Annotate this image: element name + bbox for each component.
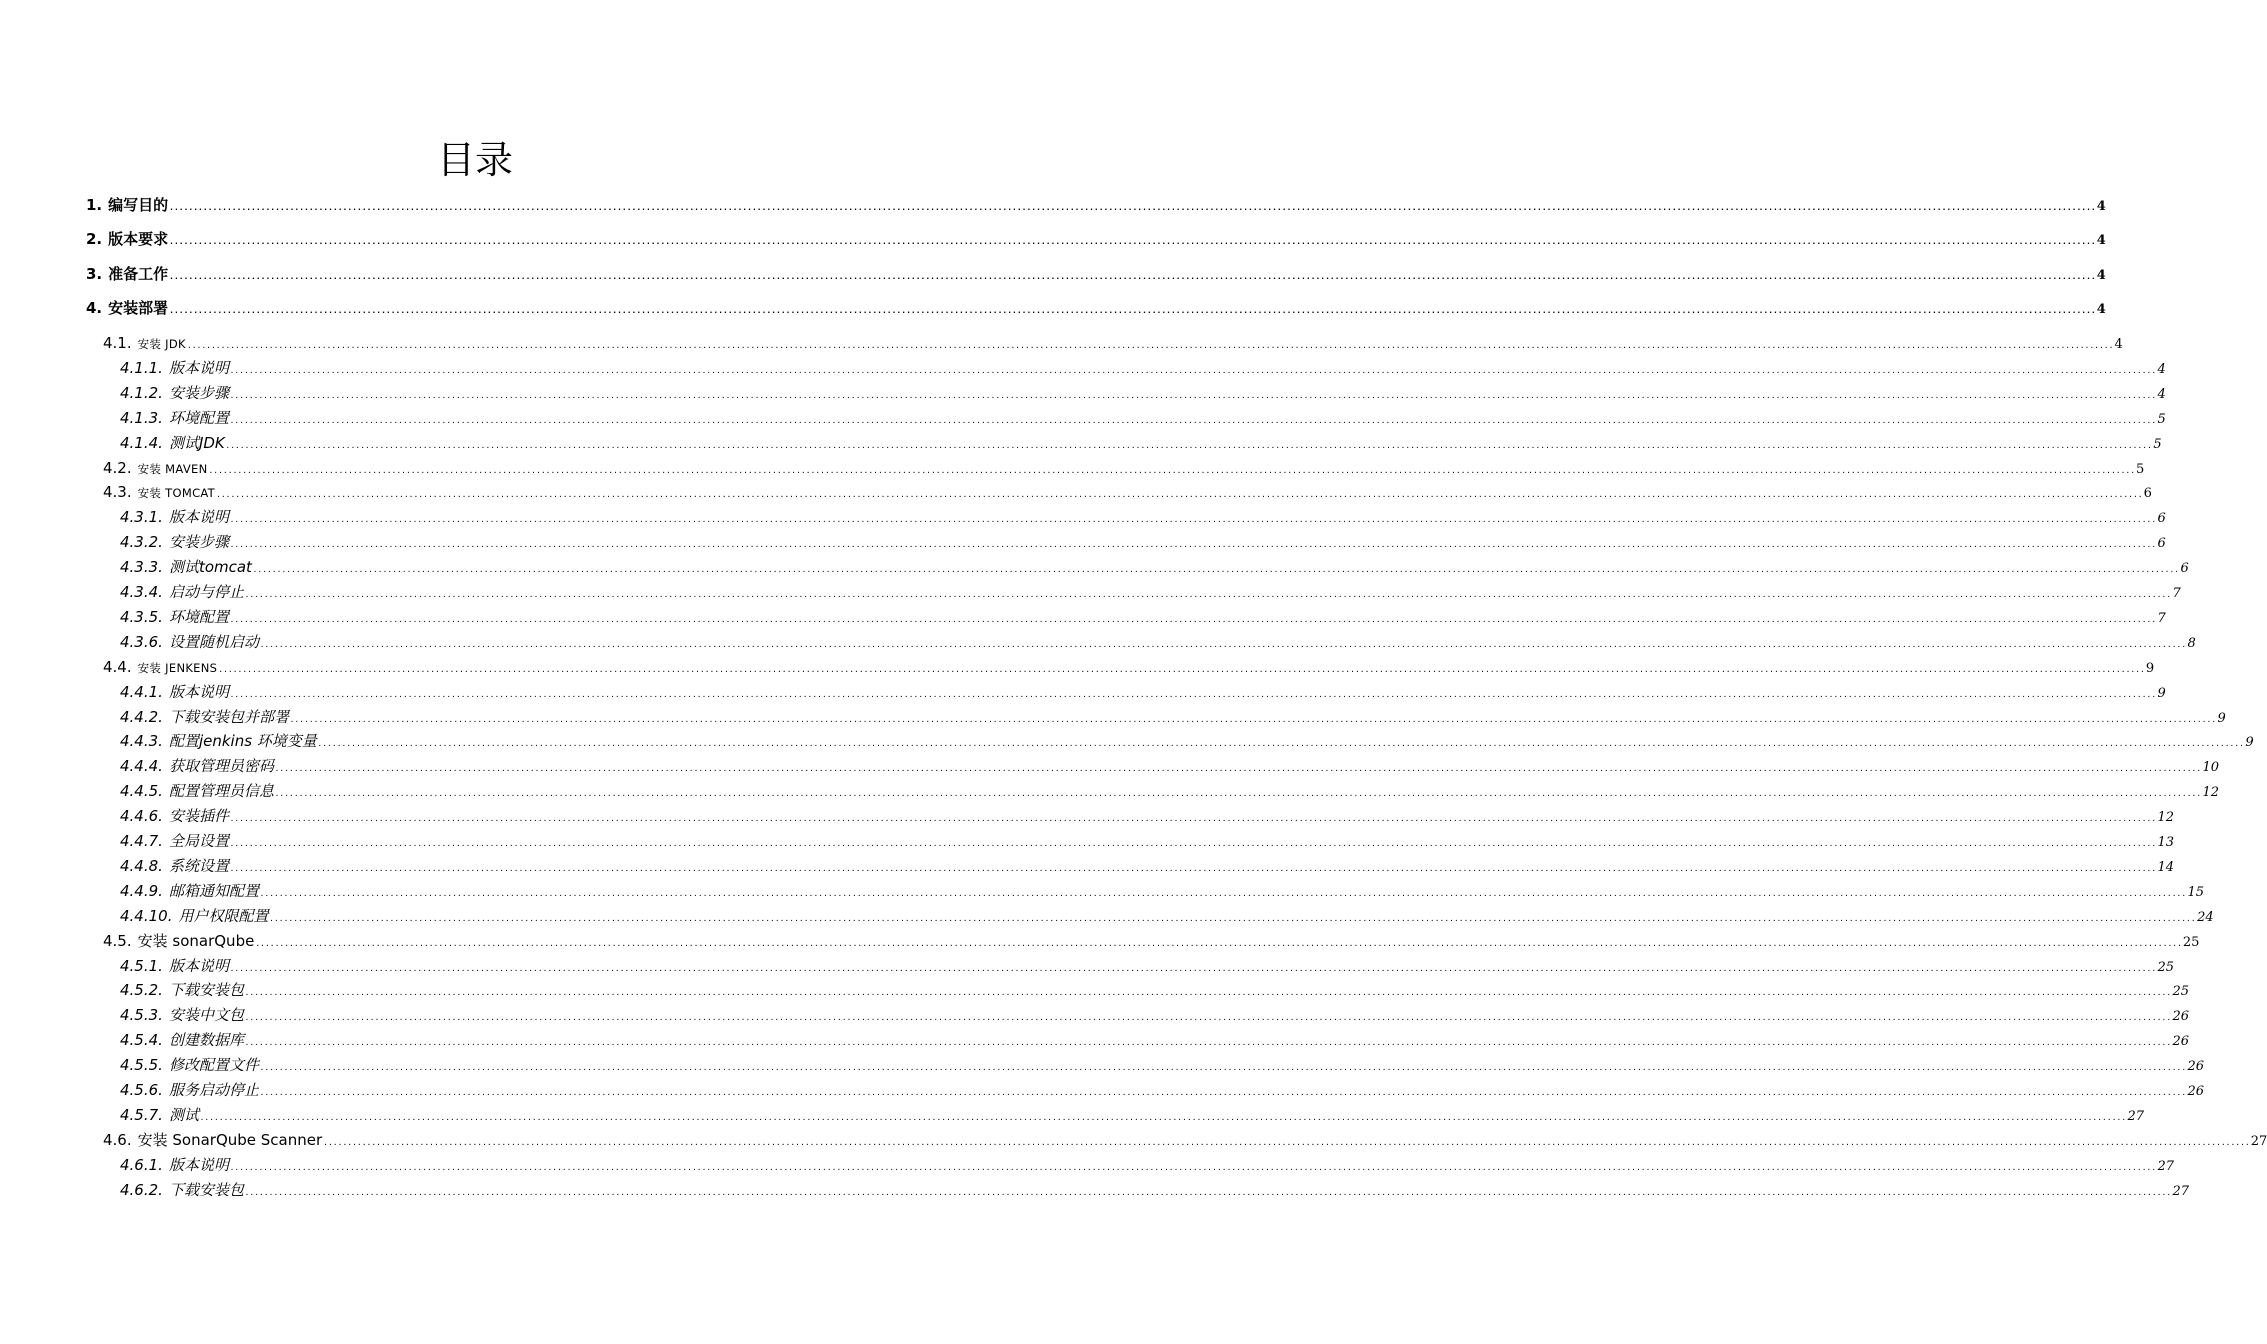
dot-leader: ................................................................................................................................................................................................................................................................................................................................................................................................................ [244,1013,2172,1023]
dot-leader: ................................................................................................................................................................................................................................................................................................................................................................................................................ [225,440,2153,450]
toc-title: 目录 [436,138,513,182]
toc-entry-4-1-1[interactable] [120,357,2166,379]
toc-entry-label: 配置管理员信息 [168,782,274,801]
dot-leader: ................................................................................................................................................................................................................................................................................................................................................................................................................ [317,739,2245,749]
toc-entry-4-4-9[interactable] [120,880,2205,902]
toc-entry-label: 全局设置 [168,832,229,850]
toc-page-number: 9 [2145,660,2155,676]
toc-entry-label: 安装 SonarQube Scanner [137,1130,323,1149]
toc-entry-number: 4.5. [103,931,132,950]
toc-entry-label: 编写目的 [108,196,169,214]
toc-entry-text [86,297,168,319]
dot-leader: ................................................................................................................................................................................................................................................................................................................................................................................................................ [259,639,2187,649]
toc-page-number: 5 [2153,436,2162,452]
toc-entry-number: 4.3.2. [120,533,163,552]
dot-leader: ................................................................................................................................................................................................................................................................................................................................................................................................................ [255,938,2182,948]
toc-entry-text [120,1054,259,1076]
toc-entry-text [120,1154,229,1176]
toc-page-number: 4 [2157,386,2166,402]
toc-entry-label: 环境配置 [168,408,229,427]
dot-leader: ................................................................................................................................................................................................................................................................................................................................................................................................................ [208,465,2136,475]
toc-page-number: 12 [2157,810,2175,826]
toc-page-number: 27 [2172,1183,2190,1199]
toc-entry-text [120,556,252,578]
toc-entry-4-4-8[interactable] [120,855,2175,877]
toc-page-number: 5 [2136,461,2145,477]
toc-entry-label: 服务启动停止 [168,1081,259,1099]
toc-entry-4-5-1[interactable] [120,955,2175,977]
toc-entry-label: 修改配置文件 [168,1056,259,1075]
toc-entry-number: 4.6. [103,1130,132,1149]
toc-entry-number: 4.5.1. [120,956,163,975]
toc-entry-label: 测试JDK [168,433,225,452]
toc-entry-label: 用户权限配置 [178,906,269,925]
toc-page-number: 25 [2157,959,2175,975]
toc-entry-text [103,656,217,679]
toc-entry-number: 4.3.5. [120,607,163,626]
toc-entry-4-3-5[interactable] [120,606,2166,628]
toc-entry-text [120,1079,259,1101]
toc-entry-number: 1. [86,196,103,214]
dot-leader: ................................................................................................................................................................................................................................................................................................................................................................................................................ [218,664,2145,674]
toc-page-number: 4 [2096,233,2106,248]
toc-entry-label: 准备工作 [108,265,169,283]
toc-entry-text [120,1004,244,1026]
toc-page-number: 4 [2114,337,2123,352]
toc-entry-4-5-2[interactable] [120,979,2190,1001]
dot-leader: ................................................................................................................................................................................................................................................................................................................................................................................................................ [229,863,2157,873]
toc-entry-text [86,263,168,285]
toc-page-number: 25 [2182,934,2200,950]
toc-entry-label: 版本说明 [168,682,229,701]
toc-entry-text [103,930,254,952]
toc-entry-number: 4.4.3. [120,732,163,751]
toc-entry-label: 版本说明 [168,956,229,975]
toc-entry-4-1[interactable] [103,332,2123,354]
toc-entry-number: 4.4.9. [120,881,163,900]
toc-entry-4-3-1[interactable] [120,506,2166,528]
toc-entry-label: 配置jenkins 环境变量 [168,732,317,751]
toc-page-number: 14 [2157,859,2175,875]
dot-leader: ................................................................................................................................................................................................................................................................................................................................................................................................................ [244,590,2172,599]
dot-leader: ................................................................................................................................................................................................................................................................................................................................................................................................................ [229,963,2157,973]
dot-leader: ................................................................................................................................................................................................................................................................................................................................................................................................................ [244,1187,2172,1197]
toc-entry-label: 版本说明 [168,508,229,527]
toc-page-number: 4 [2096,199,2106,214]
toc-entry-number: 4.1.3. [120,408,163,427]
toc-entry-number: 4. [86,299,103,317]
toc-entry-label: 测试tomcat [168,558,252,577]
toc-page-number: 24 [2197,909,2214,925]
toc-entry-number: 4.5.6. [120,1081,163,1099]
toc-entry-4-3-4[interactable] [120,581,2181,603]
toc-entry-label: 版本要求 [108,230,169,248]
toc-entry-label: 设置随机启动 [168,632,259,651]
toc-page-number: 4 [2157,361,2166,377]
toc-entry-number: 2. [86,230,103,248]
toc-page-number: 27 [2127,1108,2145,1124]
toc-page-number: 6 [2180,561,2189,577]
toc-entry-label: 版本说明 [168,358,229,377]
toc-entry-4-3-3[interactable] [120,556,2189,578]
toc-entry-text [120,432,225,454]
toc-entry-4-4-6[interactable] [120,805,2175,827]
toc-entry-number: 4.4.1. [120,682,163,701]
toc-entry-4-6-1[interactable] [120,1154,2175,1176]
toc-entry-text [120,681,229,703]
dot-leader: ................................................................................................................................................................................................................................................................................................................................................................................................................ [229,415,2157,425]
toc-page-number: 13 [2157,835,2175,850]
toc-page-number: 8 [2187,635,2196,651]
dot-leader: ................................................................................................................................................................................................................................................................................................................................................................................................................ [169,272,2096,281]
toc-entry-text [120,955,229,977]
dot-leader: ................................................................................................................................................................................................................................................................................................................................................................................................................ [229,390,2157,400]
toc-entry-4-5[interactable] [103,930,2200,952]
dot-leader: ................................................................................................................................................................................................................................................................................................................................................................................................................ [216,490,2143,500]
toc-entry-text [120,979,244,1001]
toc-entry-label: 系统设置 [168,856,229,875]
dot-leader: ................................................................................................................................................................................................................................................................................................................................................................................................................ [229,839,2157,848]
dot-leader: ................................................................................................................................................................................................................................................................................................................................................................................................................ [169,203,2096,212]
toc-page-number: 9 [2245,735,2254,751]
toc-page-number: 26 [2187,1084,2205,1099]
toc-entry-text [120,905,269,927]
toc-entry-4-5-4[interactable] [120,1029,2190,1051]
dot-leader: ................................................................................................................................................................................................................................................................................................................................................................................................................ [259,1063,2187,1073]
dot-leader: ................................................................................................................................................................................................................................................................................................................................................................................................................ [186,341,2114,350]
toc-entry-text [86,228,168,250]
toc-entry-text [103,481,215,504]
toc-entry-text [103,1129,322,1151]
toc-entry-number: 4.3.4. [120,583,163,601]
toc-entry-4-3[interactable] [103,481,2152,503]
toc-page-number: 4 [2096,268,2106,283]
toc-page-number: 9 [2217,710,2226,726]
dot-leader: ................................................................................................................................................................................................................................................................................................................................................................................................................ [229,365,2157,375]
toc-entry-label: 邮箱通知配置 [168,881,259,900]
toc-entry-4-4-2[interactable] [120,706,2226,728]
toc-entry-4-3-6[interactable] [120,631,2196,653]
toc-entry-number: 4.4.2. [120,707,163,726]
toc-entry-text [120,780,274,802]
dot-leader: ................................................................................................................................................................................................................................................................................................................................................................................................................ [199,1112,2127,1122]
toc-page-number: 25 [2172,984,2190,1000]
dot-leader: ................................................................................................................................................................................................................................................................................................................................................................................................................ [244,1038,2172,1048]
toc-entry-number: 3. [86,265,103,283]
toc-entry-4-5-7[interactable] [120,1104,2145,1126]
toc-entry-4-6-2[interactable] [120,1179,2190,1201]
toc-entry-label: 获取管理员密码 [168,757,274,776]
toc-entry-label: 安装 TOMCAT [137,486,216,501]
toc-entry-number: 4.4.8. [120,856,163,875]
toc-entry-number: 4.6.2. [120,1180,163,1199]
toc-entry-4-5-5[interactable] [120,1054,2205,1076]
toc-entry-4-1-3[interactable] [120,407,2166,429]
toc-entry-text [120,1029,244,1051]
dot-leader: ................................................................................................................................................................................................................................................................................................................................................................................................................ [229,689,2157,699]
toc-entry-label: 安装 JENKENS [137,660,218,675]
toc-entry-text [120,581,244,603]
toc-entry-number: 4.5.7. [120,1105,163,1124]
dot-leader: ................................................................................................................................................................................................................................................................................................................................................................................................................ [274,764,2202,774]
toc-entry-4-6[interactable] [103,1129,2267,1151]
toc-entry-label: 下载安装包 [168,981,244,1000]
toc-entry-text [103,457,207,480]
dot-leader: ................................................................................................................................................................................................................................................................................................................................................................................................................ [229,814,2157,824]
dot-leader: ................................................................................................................................................................................................................................................................................................................................................................................................................ [323,1137,2250,1147]
toc-entry-label: 下载安装包 [168,1180,244,1199]
toc-page-number: 27 [2250,1133,2267,1149]
toc-entry-4-5-6[interactable] [120,1079,2205,1101]
toc-entry-number: 4.5.5. [120,1056,163,1075]
toc-page-number: 4 [2096,302,2106,317]
toc-entry-2[interactable] [86,228,2106,250]
toc-entry-number: 4.4.7. [120,832,163,850]
toc-entry-4-1-4[interactable] [120,432,2162,454]
toc-entry-number: 4.1.2. [120,383,163,402]
dot-leader: ................................................................................................................................................................................................................................................................................................................................................................................................................ [252,565,2180,575]
toc-entry-4-4-4[interactable] [120,755,2220,777]
toc-entry-number: 4.5.4. [120,1031,163,1050]
toc-entry-label: 安装步骤 [168,383,229,402]
toc-entry-number: 4.5.3. [120,1006,163,1025]
toc-entry-number: 4.6.1. [120,1155,163,1174]
toc-entry-number: 4.4. [103,657,132,676]
dot-leader: ................................................................................................................................................................................................................................................................................................................................................................................................................ [229,540,2157,550]
toc-entry-4-4-7[interactable] [120,830,2175,852]
toc-entry-number: 4.1.1. [120,358,163,377]
toc-page-number: 6 [2143,486,2152,502]
toc-entry-text [120,706,289,728]
toc-page-number: 15 [2187,884,2205,900]
toc-entry-number: 4.4.6. [120,807,163,826]
toc-entry-label: 安装部署 [108,299,169,317]
toc-page-number: 6 [2157,511,2166,527]
toc-page-number: 27 [2157,1158,2175,1174]
toc-entry-4-3-2[interactable] [120,531,2166,553]
toc-entry-label: 安装插件 [168,807,229,826]
dot-leader: ................................................................................................................................................................................................................................................................................................................................................................................................................ [229,1162,2157,1172]
toc-entry-text [120,1104,199,1126]
toc-entry-label: 安装步骤 [168,533,229,552]
toc-entry-4-4-5[interactable] [120,780,2220,802]
toc-page-number: 5 [2157,411,2166,427]
toc-entry-4-4-10[interactable] [120,905,2214,927]
toc-entry-number: 4.3.6. [120,632,163,651]
toc-entry-number: 4.2. [103,458,132,477]
toc-entry-label: 安装中文包 [168,1006,244,1025]
toc-page-number: 12 [2202,785,2220,801]
toc-entry-label: 测试 [168,1105,199,1124]
toc-entry-number: 4.3.1. [120,508,163,527]
toc-entry-4-4-3[interactable] [120,730,2254,752]
toc-entry-text [120,755,274,777]
toc-entry-text [120,855,229,877]
dot-leader: ................................................................................................................................................................................................................................................................................................................................................................................................................ [169,306,2096,315]
toc-entry-label: 下载安装包并部署 [168,707,289,726]
toc-page-number: 26 [2172,1009,2190,1025]
toc-entry-text [103,332,186,355]
dot-leader: ................................................................................................................................................................................................................................................................................................................................................................................................................ [269,913,2197,923]
dot-leader: ................................................................................................................................................................................................................................................................................................................................................................................................................ [259,1088,2187,1097]
toc-page-number: 6 [2157,536,2166,552]
toc-entry-4-5-3[interactable] [120,1004,2190,1026]
toc-entry-number: 4.1.4. [120,433,163,452]
toc-entry-text [120,382,229,404]
toc-entry-4-2[interactable] [103,457,2145,479]
toc-entry-number: 4.1. [103,334,132,352]
dot-leader: ................................................................................................................................................................................................................................................................................................................................................................................................................ [259,888,2187,898]
toc-entry-text [120,357,229,379]
toc-entry-label: 安装 JDK [137,337,186,351]
toc-entry-text [120,631,259,653]
toc-page-number: 10 [2202,760,2220,776]
dot-leader: ................................................................................................................................................................................................................................................................................................................................................................................................................ [289,714,2217,724]
toc-entry-4[interactable] [86,297,2106,319]
toc-entry-text [86,194,168,216]
toc-entry-label: 创建数据库 [168,1031,244,1050]
toc-entry-text [120,730,317,752]
dot-leader: ................................................................................................................................................................................................................................................................................................................................................................................................................ [274,789,2202,799]
toc-entry-number: 4.4.10. [120,906,173,925]
toc-entry-label: 版本说明 [168,1155,229,1174]
dot-leader: ................................................................................................................................................................................................................................................................................................................................................................................................................ [229,515,2157,525]
toc-entry-number: 4.4.4. [120,757,163,776]
toc-entry-text [120,880,259,902]
toc-entry-text [120,805,229,827]
toc-entry-4-1-2[interactable] [120,382,2166,404]
toc-entry-number: 4.5.2. [120,981,163,1000]
toc-entry-text [120,606,229,628]
toc-entry-4-4[interactable] [103,656,2155,678]
toc-entry-text [120,506,229,528]
toc-entry-text [120,407,229,429]
toc-entry-label: 安装 sonarQube [137,931,255,950]
toc-entry-label: 启动与停止 [168,583,244,601]
toc-page-number: 26 [2187,1059,2205,1075]
toc-page-number: 7 [2172,586,2181,601]
toc-entry-text [120,830,229,852]
toc-page-number: 26 [2172,1034,2190,1050]
toc-entry-number: 4.4.5. [120,782,163,801]
toc-entry-1[interactable] [86,194,2106,216]
toc-page-number: 7 [2157,610,2166,626]
dot-leader: ................................................................................................................................................................................................................................................................................................................................................................................................................ [229,614,2157,624]
toc-entry-label: 环境配置 [168,607,229,626]
toc-entry-number: 4.3.3. [120,558,163,577]
dot-leader: ................................................................................................................................................................................................................................................................................................................................................................................................................ [169,237,2096,246]
toc-entry-number: 4.3. [103,483,132,502]
toc-entry-label: 安装 MAVEN [137,461,208,476]
toc-entry-3[interactable] [86,263,2106,285]
toc-page-number: 9 [2157,685,2166,701]
toc-entry-4-4-1[interactable] [120,681,2166,703]
toc-entry-text [120,1179,244,1201]
dot-leader: ................................................................................................................................................................................................................................................................................................................................................................................................................ [244,988,2172,998]
toc-entry-text [120,531,229,553]
